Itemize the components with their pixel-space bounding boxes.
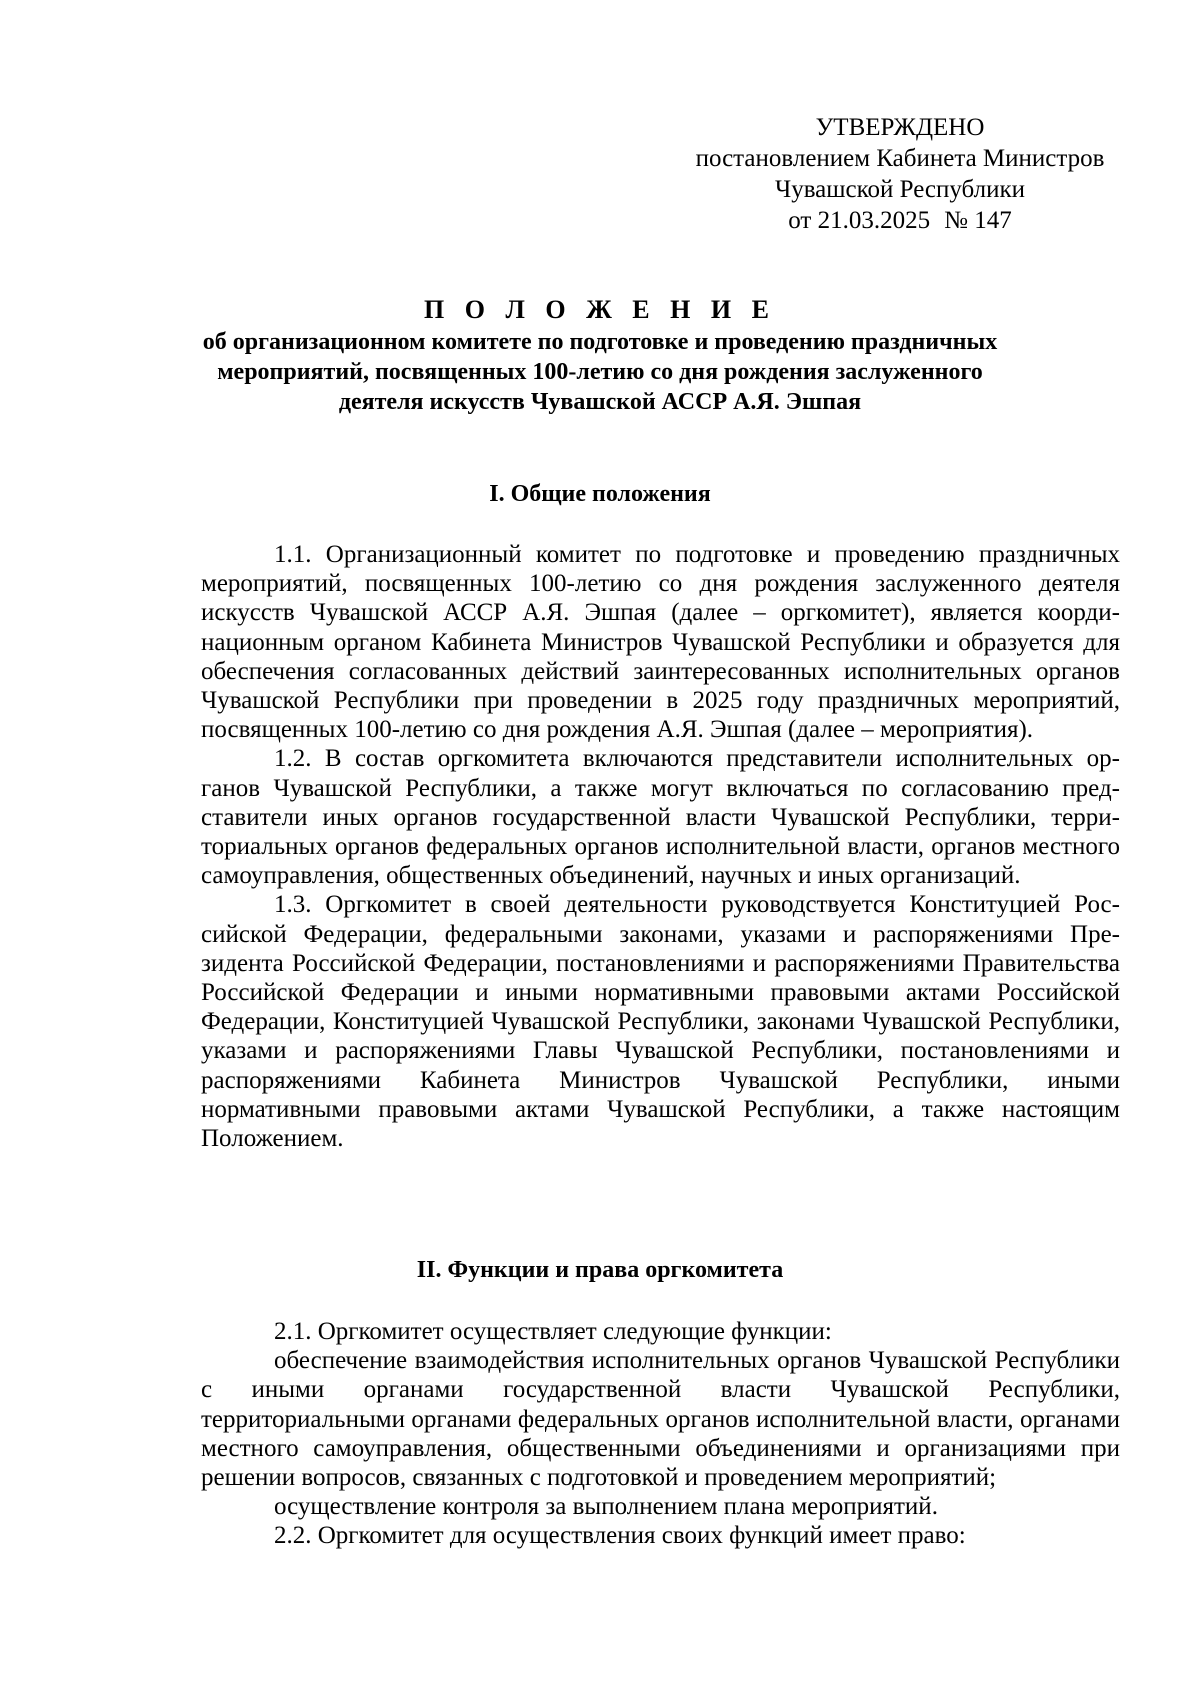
approval-republic: Чувашской Республики (774, 176, 1026, 203)
paragraph-2-1-item-2: осуществление контроля за выполнением плана мероприятий. (274, 1493, 938, 1521)
approval-title: УТВЕРЖДЕНО (815, 114, 985, 141)
section-1-heading: I. Общие положения (489, 481, 711, 507)
section-1-body (201, 540, 1120, 1153)
paragraph-1-3: 1.3. Оргкомитет в своей деятельности руководствуется Конституцией Российской Федерации, федеральными законами, указами и распоряжениями Президента Российской Федерации, постановлениями и распоряжениями Правительства Российской Федерации и иными нормативными правовыми актами Российской Федерации, Конституцией Чувашской Республики, законами Чувашской Республики, указами и распоряжениями Главы Чувашской Республики, постановлениями и распоряжениями Кабинета Министров Чувашской Республики, иными нормативными правовыми актами Чувашской Республики, а также настоящим Положением. (201, 891, 1120, 1153)
section-2-heading: II. Функции и права оргкомитета (416, 1257, 784, 1283)
approval-date-line (670, 205, 1130, 236)
title-line-2: мероприятий, посвященных 100-летию со дня рождения заслуженного (217, 359, 983, 385)
paragraph-2-1: 2.1. Оргкомитет осуществляет следующие функции: (274, 1318, 832, 1345)
approval-stamp (670, 112, 1130, 236)
approval-number: № 147 (944, 207, 1012, 234)
section-2-body (201, 1317, 1120, 1551)
paragraph-2-2: 2.2. Оргкомитет для осуществления своих функций имеет право: (274, 1522, 966, 1550)
title-word: П О Л О Ж Е Н И Е (424, 295, 776, 324)
approval-authority: постановлением Кабинета Министров (695, 145, 1105, 172)
paragraph-1-1: 1.1. Организационный комитет по подготовке и проведению праздничных мероприятий, посвященных 100-летию со дня рождения заслуженного деятеля искусств Чувашской АССР А.Я. Эшпая (далее – оргкомитет), является координационным органом Кабинета Министров Чувашской Республики и образуется для обеспечения согласованных действий заинтересованных исполнительных органов Чувашской Республики при проведении в 2025 году праздничных мероприятий, посвященных 100-летию со дня рождения А.Я. Эшпая (далее – мероприятия). (201, 541, 1120, 744)
paragraph-1-2: 1.2. В состав оргкомитета включаются представители исполнительных органов Чувашской Республики, а также могут включаться по согласованию представители иных органов государственной власти Чувашской Республики, территориальных органов федеральных органов исполнительной власти, органов местного самоуправления, общественных объединений, научных и иных организаций. (201, 745, 1120, 890)
title-line-1: об организационном комитете по подготовке и проведению праздничных (202, 329, 998, 355)
approval-date: от 21.03.2025 (788, 207, 931, 234)
title-line-3: деятеля искусств Чувашской АССР А.Я. Эшпая (338, 389, 862, 415)
document-title (200, 295, 1000, 417)
paragraph-2-1-item-1: обеспечение взаимодействия исполнительных органов Чувашской Республики с иными органами государственной власти Чувашской Республики, территориальными органами федеральных органов исполнительной власти, органами местного самоуправления, общественными объединениями и организациями при решении вопросов, связанных с подготовкой и проведением мероприятий; (201, 1347, 1120, 1492)
